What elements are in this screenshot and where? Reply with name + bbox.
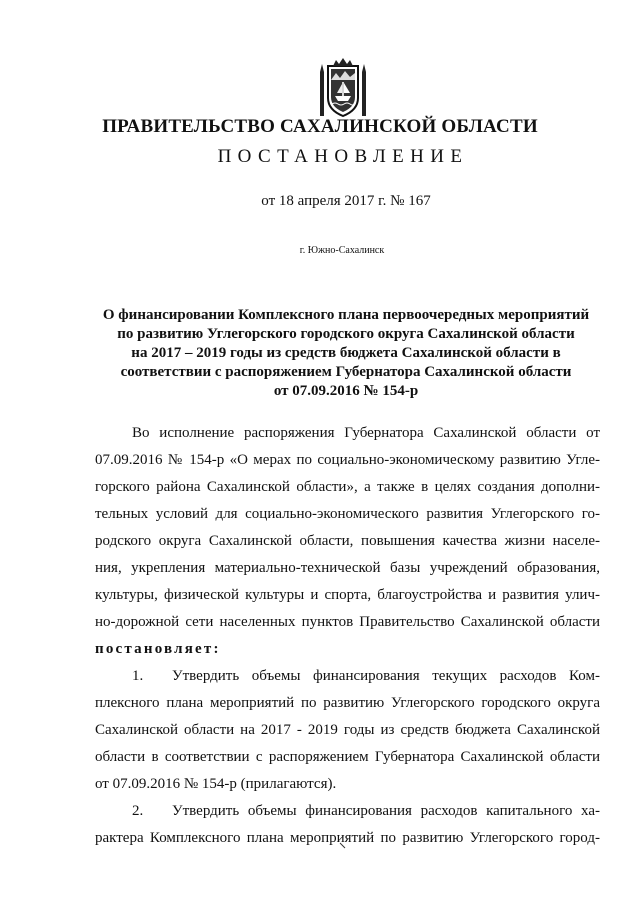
preamble-line: 07.09.2016 № 154-р «О мерах по социально-экономическому развитию Угле- [95, 452, 600, 468]
sakhalin-coat-of-arms-icon [318, 58, 368, 120]
item-text: Утвердить объемы финансирования расходов капитального ха- [172, 803, 600, 819]
title-line: соответствии с распоряжением Губернатора Сахалинской области [120, 364, 572, 380]
preamble-line: но-дорожной сети населенных пунктов Правительство Сахалинской области [95, 614, 600, 630]
document-title [60, 306, 632, 401]
preamble-line: тельных условий для социально-экономического развития Углегорского го- [95, 506, 600, 522]
title-line: от 07.09.2016 № 154-р [273, 383, 419, 399]
government-name: ПРАВИТЕЛЬСТВО САХАЛИНСКОЙ ОБЛАСТИ [102, 116, 538, 137]
scan-artifact [339, 842, 347, 850]
document-date-number: от 18 апреля 2017 г. № 167 [261, 193, 431, 209]
item-line: рактера Комплексного плана мероприятий по развитию Углегорского город- [95, 830, 600, 846]
preamble-line: родского округа Сахалинской области, повышения качества жизни населе- [95, 533, 600, 549]
issuing-city: г. Южно-Сахалинск [299, 245, 385, 256]
resolves-keyword: постановляет: [95, 641, 221, 657]
title-line: О финансировании Комплексного плана первоочередных мероприятий [102, 307, 590, 323]
list-item-first-line [95, 663, 600, 690]
item-text: Утвердить объемы финансирования текущих расходов Ком- [172, 668, 600, 684]
item-line: плексного плана мероприятий по развитию Углегорского городского округа [95, 695, 600, 711]
title-line: по развитию Углегорского городского округа Сахалинской области [117, 326, 575, 342]
preamble-line: культуры, физической культуры и спорта, благоустройства и развития улич- [95, 587, 600, 603]
document-body [95, 420, 600, 852]
document-type: ПОСТАНОВЛЕНИЕ [217, 146, 469, 167]
item-line: от 07.09.2016 № 154-р (прилагаются). [95, 776, 337, 792]
list-item-first-line [95, 798, 600, 825]
preamble-line: ния, укрепления материально-технической базы учреждений образования, [95, 560, 600, 576]
title-line: на 2017 – 2019 годы из средств бюджета Сахалинской области в [131, 345, 561, 361]
item-number: 1. [132, 668, 144, 684]
item-line: области в соответствии с распоряжением Губернатора Сахалинской области [95, 749, 600, 765]
item-line: Сахалинской области на 2017 - 2019 годы из средств бюджета Сахалинской [95, 722, 600, 738]
item-number: 2. [132, 803, 144, 819]
preamble-line: горского района Сахалинской области», а также в целях создания дополни- [95, 479, 600, 495]
preamble-line: Во исполнение распоряжения Губернатора Сахалинской области от [132, 425, 600, 441]
